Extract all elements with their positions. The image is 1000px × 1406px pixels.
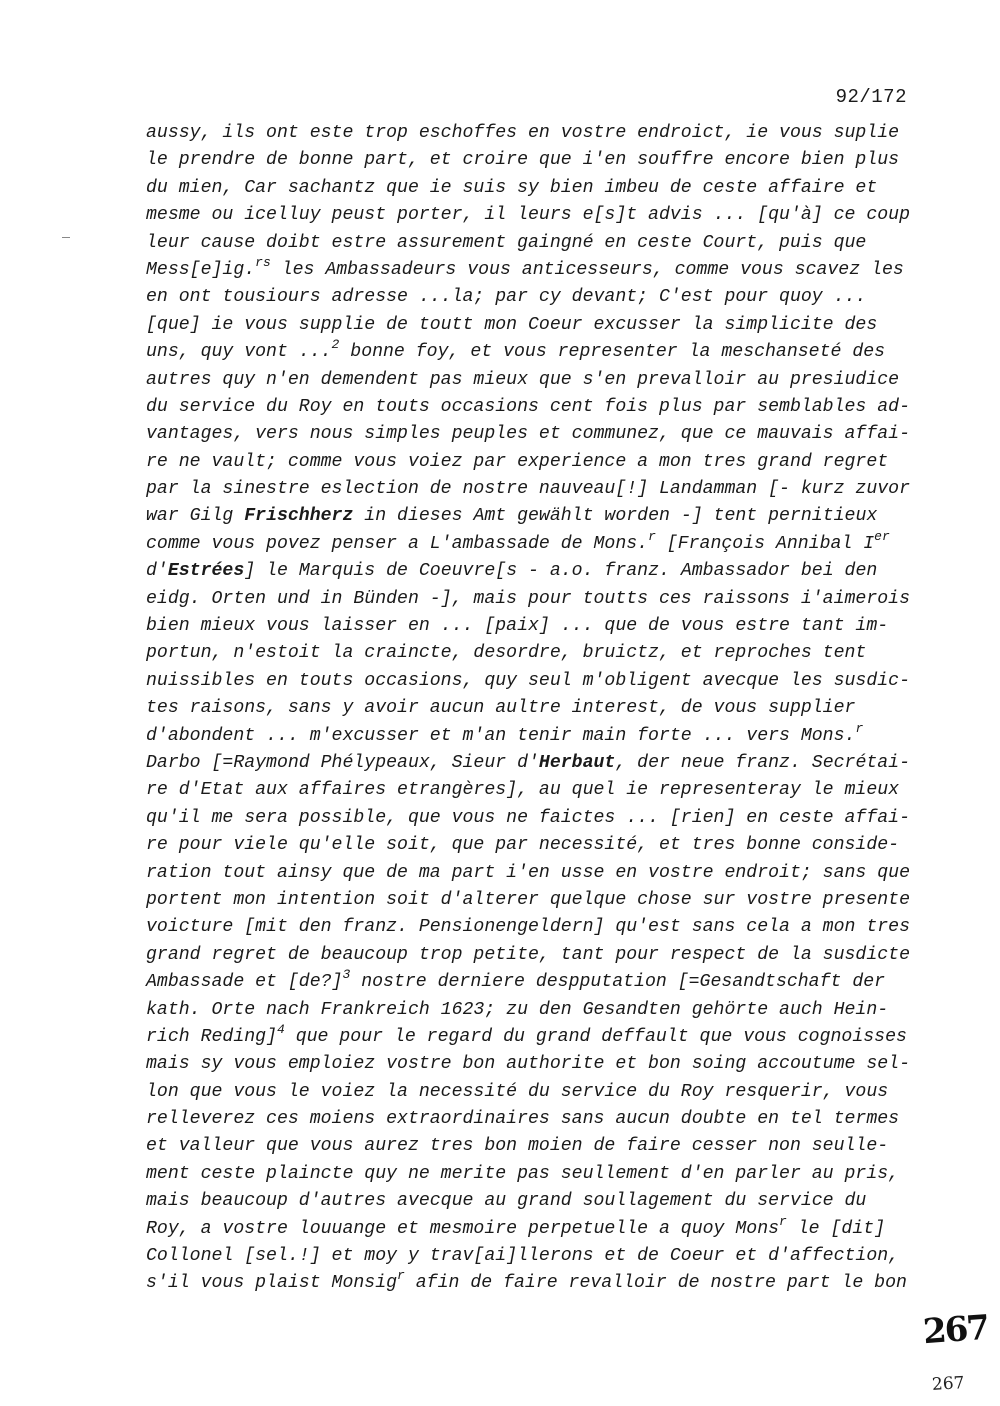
text-run: les Ambassadeurs vous anticesseurs, comme vous scavez les bbox=[270, 259, 904, 280]
text-line bbox=[146, 860, 926, 887]
text-run: afin de faire revalloir de nostre part le bon bbox=[404, 1273, 907, 1294]
superscript: 4 bbox=[276, 1021, 285, 1037]
text-run: eidg. Orten und in Bünden -], mais pour toutts ces raissons i'aimerois bbox=[146, 588, 910, 609]
text-run: et valleur que vous aurez tres bon moien de faire cesser non seulle- bbox=[146, 1136, 889, 1157]
text-run: vantages, vers nous simples peuples et communez, que ce mauvais affai- bbox=[146, 424, 910, 445]
superscript: r bbox=[397, 1268, 405, 1284]
text-line bbox=[146, 503, 926, 530]
text-run: nuissibles en touts occasions, quy seul m'obligent avecque les susdic- bbox=[146, 670, 910, 691]
text-run: uns, quy vont ... bbox=[146, 342, 332, 363]
text-line bbox=[146, 805, 926, 832]
text-line bbox=[146, 1133, 926, 1160]
text-line bbox=[146, 640, 926, 667]
text-line bbox=[146, 720, 926, 750]
text-line bbox=[146, 202, 926, 229]
text-line bbox=[146, 558, 926, 585]
text-line bbox=[146, 997, 926, 1024]
text-line bbox=[146, 339, 926, 366]
text-run: Ambassade et [de?] bbox=[146, 972, 343, 993]
text-run: autres quy n'en demendent pas mieux que s'en prevalloir au presiudice bbox=[146, 369, 900, 390]
text-run: re pour viele qu'elle soit, que par necessité, et tres bonne conside- bbox=[146, 835, 900, 856]
text-run: Roy, a vostre louuange et mesmoire perpetuelle a quoy Mons bbox=[146, 1218, 780, 1239]
superscript: 3 bbox=[342, 967, 351, 983]
text-run: s'il vous plaist Monsig bbox=[146, 1273, 398, 1294]
text-line bbox=[146, 586, 926, 613]
text-line bbox=[146, 695, 926, 722]
text-run: ] le Marquis de Coeuvre[s - a.o. franz. Ambassador bei den bbox=[244, 561, 878, 582]
text-run: leur cause doibt estre assurement gaingné en ceste Court, puis que bbox=[146, 232, 867, 253]
text-line bbox=[146, 1270, 926, 1297]
text-line bbox=[146, 394, 926, 421]
text-run: mais beaucoup d'autres avecque au grand soullagement du service du bbox=[146, 1191, 867, 1212]
transcription-body bbox=[146, 120, 926, 1298]
text-line bbox=[146, 367, 926, 394]
text-line bbox=[146, 147, 926, 174]
text-run: qu'il me sera possible, que vous ne faictes ... [rien] en ceste affai- bbox=[146, 807, 910, 828]
text-run: re d'Etat aux affaires etrangères], au quel ie representeray le mieux bbox=[146, 780, 900, 801]
text-line bbox=[146, 1161, 926, 1188]
text-line bbox=[146, 312, 926, 339]
text-run: du mien, Car sachantz que ie suis sy bien imbeu de ceste affaire et bbox=[146, 177, 878, 198]
text-line bbox=[146, 914, 926, 941]
text-line bbox=[146, 120, 926, 147]
text-line bbox=[146, 887, 926, 914]
text-line bbox=[146, 832, 926, 859]
superscript: r bbox=[648, 528, 656, 544]
page-number: 92/172 bbox=[835, 86, 907, 108]
text-run: par la sinestre eslection de nostre nauveau[!] Landamman [- kurz zuvor bbox=[146, 479, 910, 500]
text-run: ration tout ainsy que de ma part i'en usse en vostre endroit; sans que bbox=[146, 862, 910, 883]
text-line bbox=[146, 1106, 926, 1133]
text-line bbox=[146, 449, 926, 476]
text-line bbox=[146, 175, 926, 202]
text-line bbox=[146, 421, 926, 448]
text-line bbox=[146, 942, 926, 969]
text-line bbox=[146, 230, 926, 257]
superscript: er bbox=[874, 528, 890, 544]
text-run: d'abondent ... m'excusser et m'an tenir main forte ... vers Mons. bbox=[146, 725, 856, 746]
text-run: , der neue franz. Secrétai- bbox=[615, 752, 911, 773]
superscript: rs bbox=[255, 254, 271, 270]
text-run: le [dit] bbox=[786, 1218, 886, 1239]
text-line bbox=[146, 1051, 926, 1078]
text-run: en ont tousiours adresse ...la; par cy devant; C'est pour quoy ... bbox=[146, 287, 867, 308]
text-run: grand regret de beaucoup trop petite, tant pour respect de la susdicte bbox=[146, 944, 910, 965]
superscript: 2 bbox=[331, 337, 340, 353]
text-line bbox=[146, 528, 926, 558]
text-line bbox=[146, 1188, 926, 1215]
text-line bbox=[146, 476, 926, 503]
folio-stamp: 267 bbox=[921, 1307, 990, 1353]
folio-pencil-note: 267 bbox=[931, 1373, 965, 1395]
text-run: voicture [mit den franz. Pensionengeldern] qu'est sans cela a mon tres bbox=[146, 917, 910, 938]
text-run: nostre derniere despputation [=Gesandtschaft der bbox=[350, 972, 886, 993]
text-run: du service du Roy en touts occasions cent fois plus par semblables ad- bbox=[146, 396, 910, 417]
text-run: aussy, ils ont este trop eschoffes en vostre endroict, ie vous suplie bbox=[146, 123, 900, 143]
text-run: [François Annibal I bbox=[655, 533, 875, 554]
text-run: relleverez ces moiens extraordinaires sans aucun doubte en tel termes bbox=[146, 1109, 900, 1130]
text-run: Darbo [=Raymond Phélypeaux, Sieur d' bbox=[146, 752, 539, 773]
text-run: rich Reding] bbox=[146, 1026, 277, 1047]
bold-name: Estrées bbox=[167, 561, 245, 582]
text-run: que pour le regard du grand deffault que vous cognoisses bbox=[284, 1026, 907, 1047]
superscript: r bbox=[779, 1213, 787, 1229]
text-run: re ne vault; comme vous voiez par experience a mon tres grand regret bbox=[146, 451, 889, 472]
text-run: mais sy vous emploiez vostre bon authorite et bon soing accoutume sel- bbox=[146, 1054, 910, 1075]
text-run: bien mieux vous laisser en ... [paix] ... que de vous estre tant im- bbox=[146, 616, 889, 637]
text-run: ment ceste plaincte quy ne merite pas seullement d'en parler au pris, bbox=[146, 1163, 900, 1184]
text-run: bonne foy, et vous representer la meschanseté des bbox=[339, 342, 886, 363]
text-line bbox=[146, 254, 926, 284]
text-run: lon que vous le voiez la necessité du service du Roy resquerir, vous bbox=[146, 1081, 889, 1102]
text-line bbox=[146, 750, 926, 777]
text-run: portent mon intention soit d'alterer quelque chose sur vostre presente bbox=[146, 889, 910, 910]
text-run: d' bbox=[146, 561, 168, 582]
text-line bbox=[146, 969, 926, 996]
text-run: Mess[e]ig. bbox=[146, 259, 256, 280]
bold-name: Herbaut bbox=[538, 752, 616, 773]
text-run: tes raisons, sans y avoir aucun aultre interest, de vous supplier bbox=[146, 698, 856, 719]
text-line bbox=[146, 668, 926, 695]
text-line bbox=[146, 777, 926, 804]
text-run: Collonel [sel.!] et moy y trav[ai]llerons et de Coeur et d'affection, bbox=[146, 1246, 900, 1267]
text-run: war Gilg bbox=[146, 506, 245, 527]
text-run: portun, n'estoit la craincte, desordre, bruictz, et reproches tent bbox=[146, 643, 867, 664]
bold-name: Frischherz bbox=[244, 506, 354, 527]
text-line bbox=[146, 1079, 926, 1106]
text-run: comme vous povez penser a L'ambassade de Mons. bbox=[146, 533, 649, 554]
text-line bbox=[146, 284, 926, 311]
text-line bbox=[146, 1021, 926, 1051]
text-line bbox=[146, 1243, 926, 1270]
text-line bbox=[146, 1213, 926, 1243]
text-run: le prendre de bonne part, et croire que i'en souffre encore bien plus bbox=[146, 150, 900, 171]
text-line bbox=[146, 613, 926, 640]
superscript: r bbox=[855, 720, 864, 736]
text-run: in dieses Amt gewählt worden -] tent pernitieux bbox=[353, 506, 878, 527]
margin-mark bbox=[62, 237, 70, 238]
text-run: kath. Orte nach Frankreich 1623; zu den Gesandten gehörte auch Hein- bbox=[146, 999, 889, 1020]
text-run: [que] ie vous supplie de toutt mon Coeur excusser la simplicite des bbox=[146, 314, 878, 335]
text-run: mesme ou icelluy peust porter, il leurs e[s]t advis ... [qu'à] ce coup bbox=[146, 205, 910, 226]
